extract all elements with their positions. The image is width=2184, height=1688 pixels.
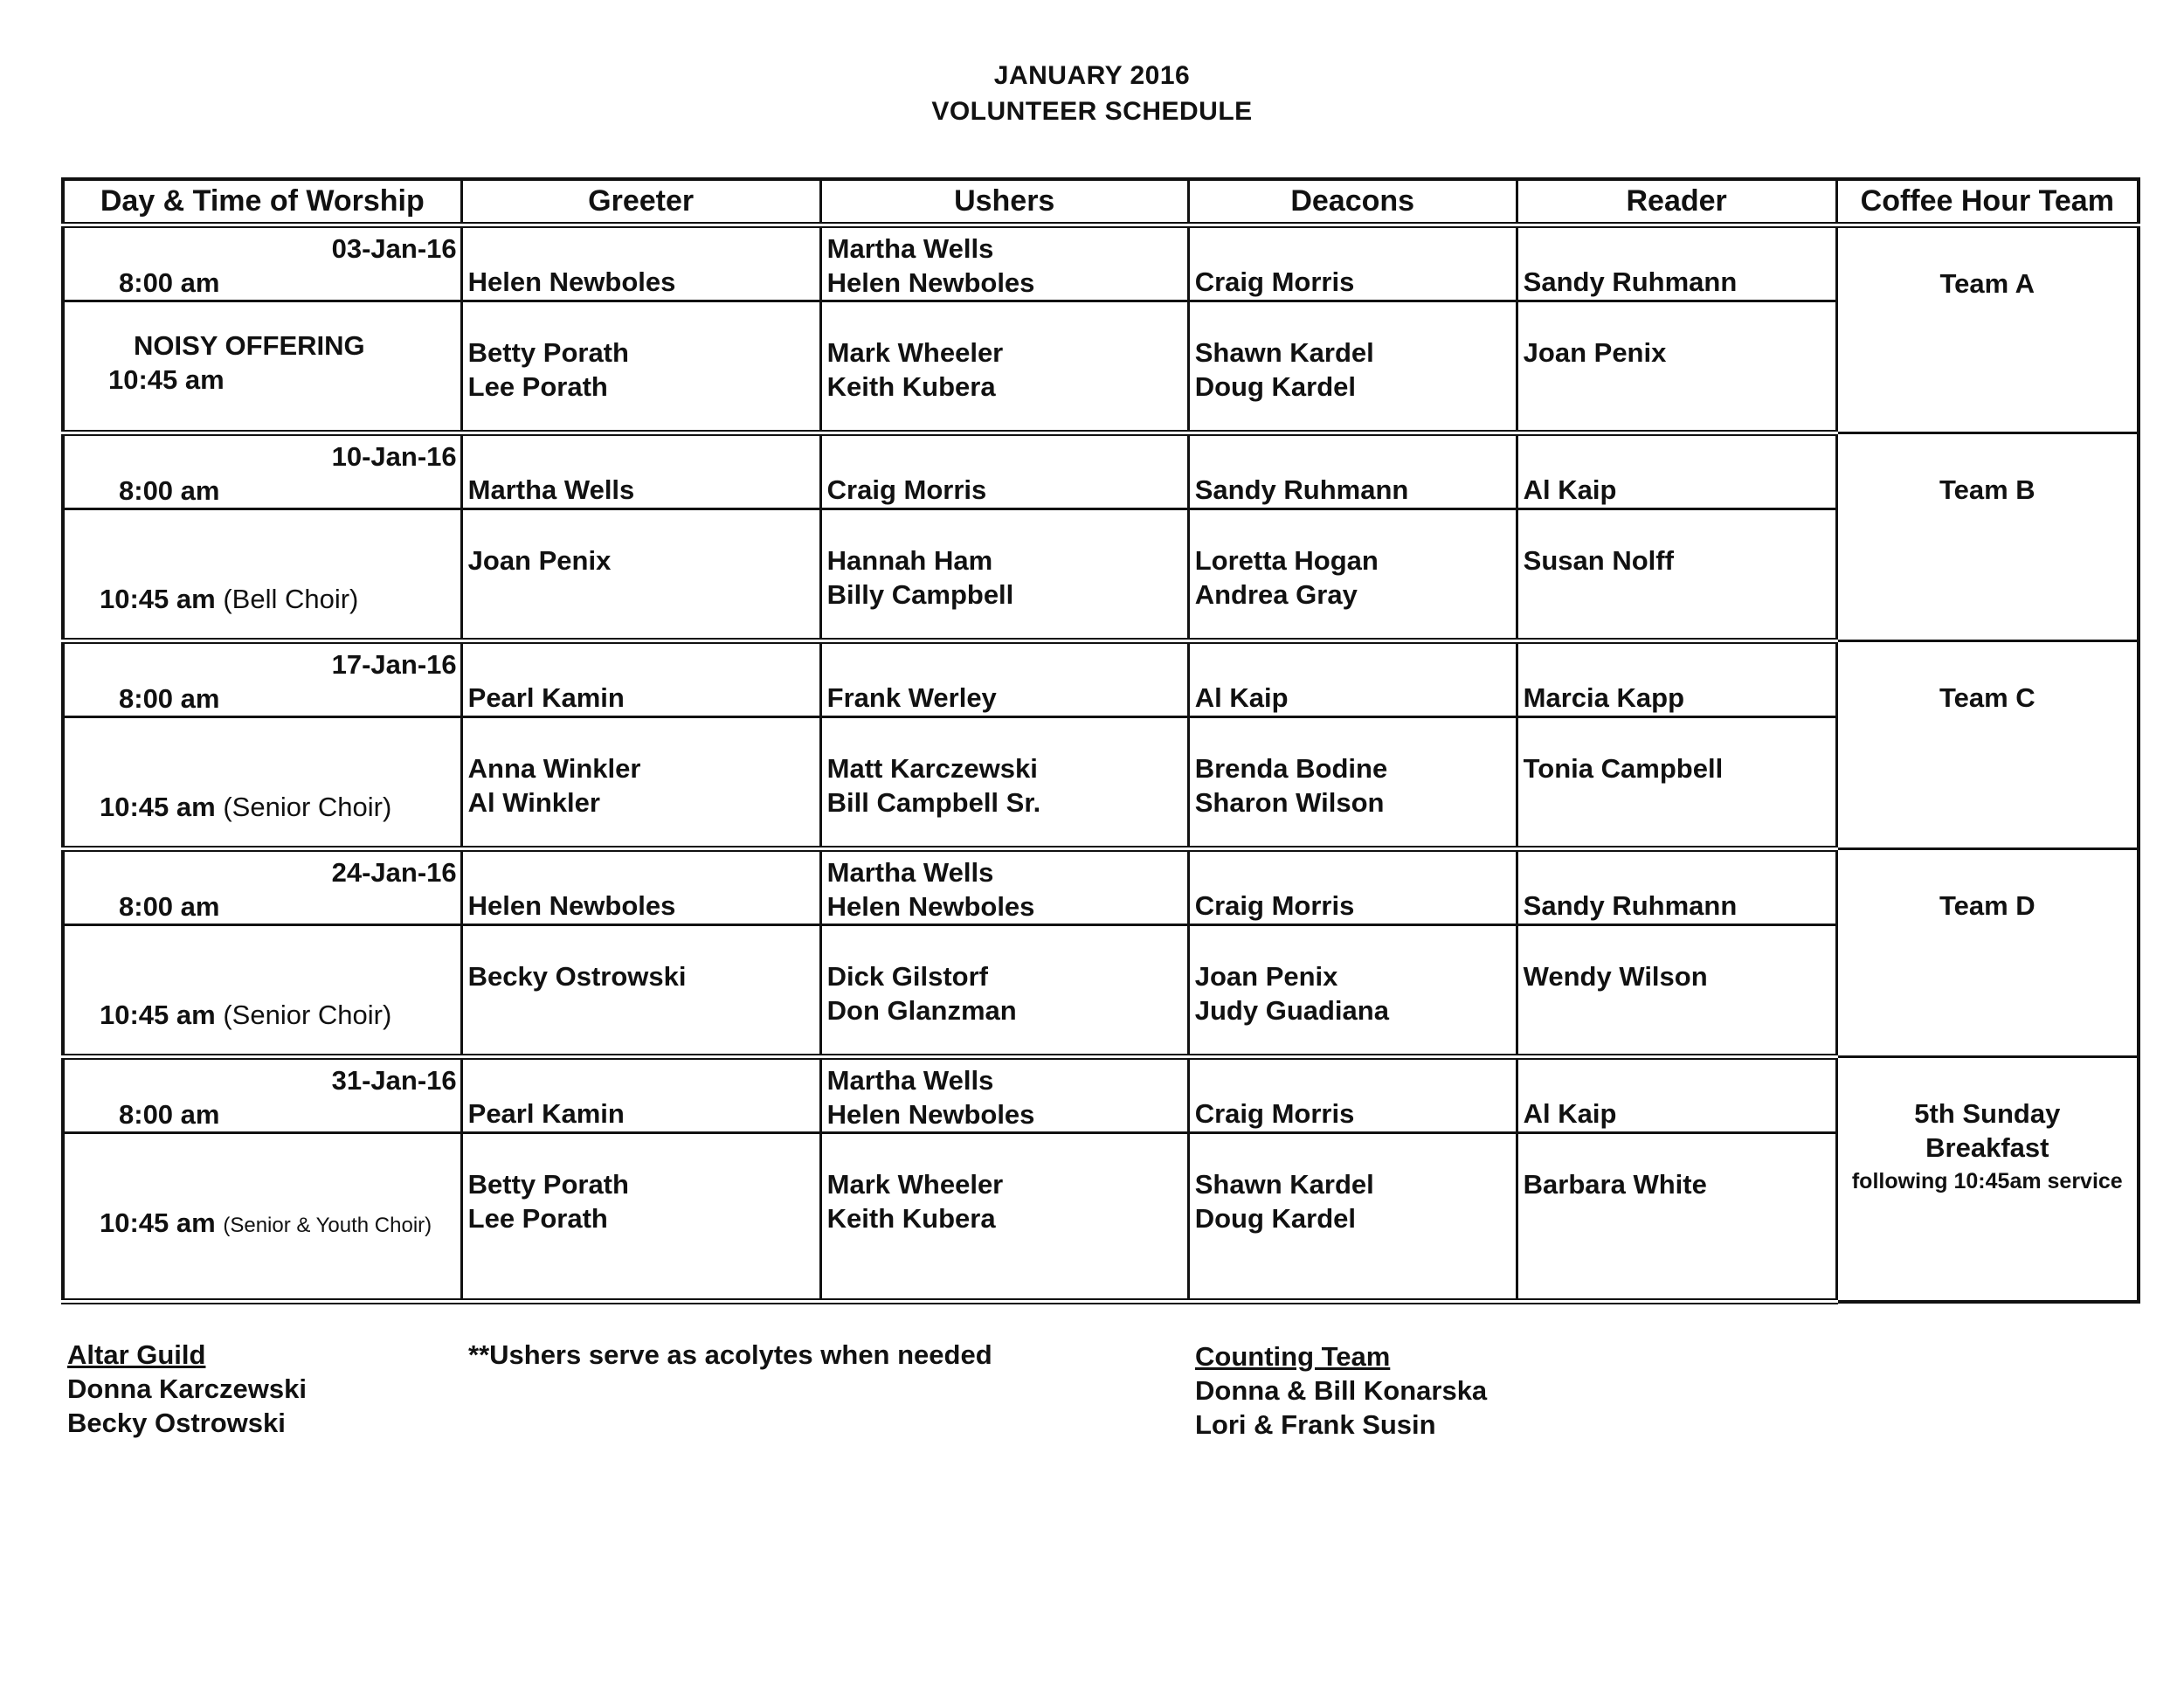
- deacons-list: [1190, 1134, 1516, 1235]
- ushers-cell: [820, 509, 1188, 641]
- usher-name: Craig Morris: [826, 474, 987, 505]
- deacon-name: Shawn Kardel: [1194, 337, 1374, 368]
- coffee-hour-line: 5th Sunday: [1914, 1098, 2061, 1129]
- greeter-name: Al Winkler: [467, 787, 600, 818]
- day-time-cell: [63, 925, 461, 1057]
- counting-team-member: Lori & Frank Susin: [1195, 1409, 1436, 1440]
- page-title: JANUARY 2016: [993, 61, 1191, 90]
- greeter-cell: [461, 641, 820, 717]
- ushers-cell: [820, 433, 1188, 509]
- choir-label: (Senior Choir): [223, 1000, 392, 1030]
- usher-name: Helen Newboles: [826, 891, 1035, 922]
- deacons-cell: [1188, 925, 1517, 1057]
- day-time-cell: [63, 849, 461, 925]
- column-header-day-time: Day & Time of Worship: [63, 179, 461, 225]
- late-service-row: [63, 717, 2139, 849]
- greeter-list: [463, 644, 819, 715]
- page-subtitle: VOLUNTEER SCHEDULE: [931, 97, 1253, 126]
- usher-name: Martha Wells: [826, 233, 994, 264]
- deacons-cell: [1188, 433, 1517, 509]
- coffee-hour-team: [1838, 850, 2137, 923]
- coffee-hour-cell: [1836, 641, 2139, 849]
- deacons-cell: [1188, 717, 1517, 849]
- reader-cell: [1517, 301, 1836, 433]
- ushers-cell: [820, 225, 1188, 301]
- coffee-hour-cell: [1836, 433, 2139, 641]
- column-header-deacons: Deacons: [1188, 179, 1517, 225]
- greeter-cell: [461, 849, 820, 925]
- service-date: 24-Jan-16: [331, 857, 457, 888]
- usher-name: Matt Karczewski: [826, 753, 1038, 784]
- deacon-name: Sandy Ruhmann: [1194, 474, 1409, 505]
- deacon-name: Sharon Wilson: [1194, 787, 1385, 818]
- deacons-cell: [1188, 509, 1517, 641]
- coffee-hour-team: [1838, 642, 2137, 715]
- deacons-list: [1190, 1060, 1516, 1131]
- deacon-name: Brenda Bodine: [1194, 753, 1388, 784]
- greeter-list: [463, 228, 819, 299]
- service-date: 10-Jan-16: [331, 441, 457, 472]
- altar-guild-member: Donna Karczewski: [67, 1373, 307, 1404]
- ushers-cell: [820, 301, 1188, 433]
- usher-name: Don Glanzman: [826, 995, 1017, 1026]
- deacon-name: Andrea Gray: [1194, 579, 1358, 610]
- choir-label: (Bell Choir): [223, 584, 359, 614]
- deacons-cell: [1188, 641, 1517, 717]
- deacons-list: [1190, 228, 1516, 299]
- deacon-name: Al Kaip: [1194, 682, 1289, 713]
- reader-cell: [1517, 1057, 1836, 1133]
- ushers-list: [822, 644, 1187, 715]
- greeter-name: Helen Newboles: [467, 266, 676, 297]
- deacons-list: [1190, 436, 1516, 507]
- deacon-name: Doug Kardel: [1194, 1203, 1357, 1234]
- greeter-cell: [461, 225, 820, 301]
- greeter-cell: [461, 717, 820, 849]
- ushers-list: [822, 436, 1187, 507]
- coffee-hour-cell: [1836, 849, 2139, 1057]
- greeter-name: Betty Porath: [467, 337, 629, 368]
- greeter-name: Pearl Kamin: [467, 1098, 625, 1129]
- reader-name: Tonia Campbell: [1523, 753, 1724, 784]
- coffee-hour-line: Team C: [1939, 682, 2035, 713]
- day-time-cell: [63, 641, 461, 717]
- deacons-list: [1190, 302, 1516, 404]
- usher-name: Helen Newboles: [826, 1099, 1035, 1130]
- greeter-cell: [461, 925, 820, 1057]
- greeter-name: Anna Winkler: [467, 753, 641, 784]
- day-time-cell: [63, 1057, 461, 1133]
- coffee-hour-cell: [1836, 225, 2139, 433]
- greeter-list: [463, 718, 819, 820]
- coffee-hour-team: [1838, 434, 2137, 507]
- counting-team-member: Donna & Bill Konarska: [1195, 1375, 1488, 1406]
- service-time: 10:45 am: [100, 584, 216, 614]
- reader-name: Al Kaip: [1523, 1098, 1617, 1129]
- greeter-name: Betty Porath: [467, 1169, 629, 1200]
- coffee-hour-line: Team B: [1939, 474, 2035, 505]
- greeter-list: [463, 852, 819, 923]
- deacon-name: Judy Guadiana: [1194, 995, 1389, 1026]
- coffee-hour-team: [1838, 228, 2137, 301]
- ushers-note: **Ushers serve as acolytes when needed: [468, 1339, 992, 1370]
- ushers-cell: [820, 717, 1188, 849]
- ushers-list: [822, 852, 1187, 924]
- choir-label: (Senior & Youth Choir): [223, 1214, 432, 1237]
- reader-cell: [1517, 641, 1836, 717]
- header-row: [63, 179, 2139, 225]
- greeter-name: Pearl Kamin: [467, 682, 625, 713]
- column-header-coffee-hour-team: Coffee Hour Team: [1836, 179, 2139, 225]
- usher-name: Dick Gilstorf: [826, 961, 988, 992]
- usher-name: Keith Kubera: [826, 1203, 996, 1234]
- reader-name: Sandy Ruhmann: [1523, 890, 1738, 921]
- day-time-cell: [63, 509, 461, 641]
- usher-name: Mark Wheeler: [826, 337, 1004, 368]
- usher-name: Helen Newboles: [826, 267, 1035, 298]
- early-service-row: [63, 225, 2139, 301]
- usher-name: Hannah Ham: [826, 545, 993, 576]
- coffee-hour-line: Team A: [1939, 268, 2035, 299]
- deacon-name: Joan Penix: [1194, 961, 1338, 992]
- deacons-list: [1190, 510, 1516, 612]
- greeter-list: [463, 926, 819, 993]
- volunteer-schedule-table: [61, 177, 2140, 1304]
- deacons-list: [1190, 926, 1516, 1027]
- deacons-cell: [1188, 1133, 1517, 1302]
- deacon-name: Shawn Kardel: [1194, 1169, 1374, 1200]
- late-service-row: [63, 1133, 2139, 1302]
- usher-name: Mark Wheeler: [826, 1169, 1004, 1200]
- greeter-list: [463, 1060, 819, 1131]
- schedule-body: [63, 225, 2139, 1302]
- deacons-list: [1190, 718, 1516, 820]
- service-time: 8:00 am: [119, 475, 220, 506]
- choir-label: (Senior Choir): [223, 792, 392, 822]
- counting-team: [1195, 1339, 1487, 1442]
- reader-name: Susan Nolff: [1523, 545, 1674, 576]
- greeter-cell: [461, 433, 820, 509]
- late-service-row: [63, 925, 2139, 1057]
- greeter-name: Joan Penix: [467, 545, 612, 576]
- service-time: 10:45 am: [100, 1207, 216, 1238]
- reader-name: Barbara White: [1523, 1169, 1707, 1200]
- deacon-name: Craig Morris: [1194, 266, 1355, 297]
- usher-name: Keith Kubera: [826, 371, 996, 402]
- early-service-row: [63, 641, 2139, 717]
- greeter-list: [463, 1134, 819, 1235]
- service-time: 8:00 am: [119, 267, 220, 298]
- service-time-line: [65, 926, 460, 1032]
- deacons-cell: [1188, 1057, 1517, 1133]
- deacons-list: [1190, 852, 1516, 923]
- column-header-reader: Reader: [1517, 179, 1836, 225]
- service-date: 31-Jan-16: [331, 1065, 457, 1096]
- day-time-cell: [63, 301, 461, 433]
- greeter-name: Lee Porath: [467, 371, 608, 402]
- ushers-list: [822, 1134, 1187, 1235]
- service-time: 8:00 am: [119, 891, 220, 922]
- greeter-cell: [461, 301, 820, 433]
- greeter-name: Helen Newboles: [467, 890, 676, 921]
- reader-cell: [1517, 925, 1836, 1057]
- early-service-row: [63, 1057, 2139, 1133]
- deacon-name: Loretta Hogan: [1194, 545, 1379, 576]
- altar-guild: [67, 1338, 307, 1440]
- ushers-list: [822, 228, 1187, 300]
- ushers-list: [822, 926, 1187, 1027]
- greeter-name: Martha Wells: [467, 474, 635, 505]
- coffee-hour-line: Team D: [1939, 890, 2035, 921]
- service-time-line: [65, 1134, 460, 1242]
- greeter-list: [463, 510, 819, 578]
- usher-name: Billy Campbell: [826, 579, 1014, 610]
- deacons-cell: [1188, 849, 1517, 925]
- service-time: 8:00 am: [119, 683, 220, 714]
- ushers-list: [822, 1060, 1187, 1131]
- reader-cell: [1517, 1133, 1836, 1302]
- reader-cell: [1517, 849, 1836, 925]
- coffee-hour-line: Breakfast: [1925, 1132, 2049, 1163]
- service-time: 10:45 am: [100, 792, 216, 822]
- coffee-hour-cell: [1836, 1057, 2139, 1302]
- reader-cell: [1517, 717, 1836, 849]
- service-date: 03-Jan-16: [331, 233, 457, 264]
- reader-name: Sandy Ruhmann: [1523, 266, 1738, 297]
- service-date: 17-Jan-16: [331, 649, 457, 680]
- service-time: 10:45 am: [108, 364, 225, 395]
- special-service-label: NOISY OFFERING: [133, 330, 365, 361]
- day-time-cell: [63, 225, 461, 301]
- ushers-cell: [820, 1057, 1188, 1133]
- ushers-list: [822, 718, 1187, 820]
- greeter-list: [463, 436, 819, 507]
- greeter-name: Becky Ostrowski: [467, 961, 687, 992]
- ushers-cell: [820, 925, 1188, 1057]
- deacon-name: Craig Morris: [1194, 890, 1355, 921]
- reader-cell: [1517, 433, 1836, 509]
- service-time-line: [65, 510, 460, 616]
- counting-team-heading: Counting Team: [1195, 1341, 1391, 1372]
- coffee-hour-line: following 10:45am service: [1851, 1169, 2123, 1193]
- deacon-name: Doug Kardel: [1194, 371, 1357, 402]
- usher-name: Martha Wells: [826, 1065, 994, 1096]
- reader-name: Wendy Wilson: [1523, 961, 1708, 992]
- usher-name: Martha Wells: [826, 857, 994, 888]
- altar-guild-member: Becky Ostrowski: [67, 1408, 286, 1438]
- greeter-list: [463, 302, 819, 404]
- day-time-cell: [63, 433, 461, 509]
- reader-name: Al Kaip: [1523, 474, 1617, 505]
- deacon-name: Craig Morris: [1194, 1098, 1355, 1129]
- deacons-list: [1190, 644, 1516, 715]
- day-time-cell: [63, 717, 461, 849]
- altar-guild-heading: Altar Guild: [67, 1339, 206, 1370]
- reader-name: Marcia Kapp: [1523, 682, 1685, 713]
- service-time: 10:45 am: [100, 1000, 216, 1030]
- ushers-cell: [820, 1133, 1188, 1302]
- service-time-line: [65, 718, 460, 824]
- ushers-list: [822, 302, 1187, 404]
- greeter-cell: [461, 1133, 820, 1302]
- ushers-cell: [820, 849, 1188, 925]
- reader-cell: [1517, 509, 1836, 641]
- deacons-cell: [1188, 225, 1517, 301]
- greeter-cell: [461, 509, 820, 641]
- usher-name: Bill Campbell Sr.: [826, 787, 1041, 818]
- late-service-row: [63, 301, 2139, 433]
- greeter-name: Lee Porath: [467, 1203, 608, 1234]
- reader-cell: [1517, 225, 1836, 301]
- ushers-list: [822, 510, 1187, 612]
- coffee-hour-team: [1838, 1058, 2137, 1199]
- early-service-row: [63, 849, 2139, 925]
- usher-name: Frank Werley: [826, 682, 997, 713]
- column-header-ushers: Ushers: [820, 179, 1188, 225]
- early-service-row: [63, 433, 2139, 509]
- deacons-cell: [1188, 301, 1517, 433]
- greeter-cell: [461, 1057, 820, 1133]
- day-time-cell: [63, 1133, 461, 1302]
- late-service-row: [63, 509, 2139, 641]
- column-header-greeter: Greeter: [461, 179, 820, 225]
- ushers-cell: [820, 641, 1188, 717]
- reader-name: Joan Penix: [1523, 337, 1667, 368]
- service-time: 8:00 am: [119, 1099, 220, 1130]
